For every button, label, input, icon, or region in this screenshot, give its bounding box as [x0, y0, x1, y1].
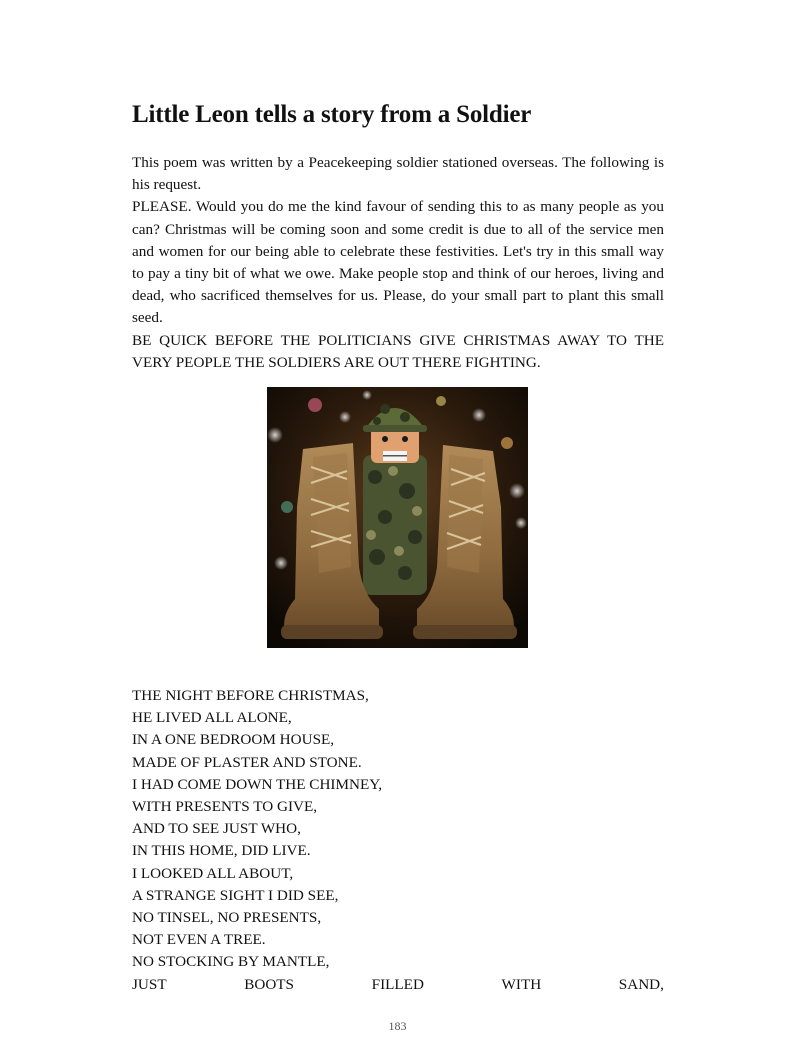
poem-line: NO STOCKING BY MANTLE, [132, 953, 330, 971]
poem-line: A STRANGE SIGHT I DID SEE, [132, 886, 339, 904]
poem-line: MADE OF PLASTER AND STONE. [132, 753, 362, 771]
poem-word: FILLED [371, 975, 424, 993]
poem-line: NOT EVEN A TREE. [132, 931, 266, 949]
intro-paragraph: BE QUICK BEFORE THE POLITICIANS GIVE CHRISTMAS AWAY TO THE VERY PEOPLE THE SOLDIERS ARE OUT THERE FIGHTING. [132, 331, 664, 371]
poem-word: BOOTS [244, 975, 295, 993]
poem-line: I HAD COME DOWN THE CHIMNEY, [132, 775, 383, 793]
intro-paragraph: PLEASE. Would you do me the kind favour of sending this to as many people as you can? Christmas will be coming soon and some credit is due to all of the service men and women for our being able to celebrate these festivities. Let's try in this small way to pay a tiny bit of what we owe. Make people stop and think of our heroes, living and dead, who sacrificed themselves for us. Please, do your small part to plant this small seed. [132, 198, 664, 327]
poem-line: IN THIS HOME, DID LIVE. [132, 842, 311, 860]
poem-text [132, 685, 664, 996]
poem-line: I LOOKED ALL ABOUT, [132, 864, 294, 882]
poem-word: SAND, [618, 975, 664, 993]
poem-line: HE LIVED ALL ALONE, [132, 709, 292, 727]
page-title: Little Leon tells a story from a Soldier [132, 101, 532, 128]
poem-word: JUST [132, 975, 167, 993]
poem-line-justified [132, 974, 664, 996]
intro-paragraph: This poem was written by a Peacekeeping soldier stationed overseas. The following is his request. [132, 154, 664, 194]
poem-line: WITH PRESENTS TO GIVE, [132, 798, 318, 816]
intro-text [132, 152, 664, 374]
soldier-boots-illustration [267, 387, 528, 648]
soldier-boots-photo [267, 387, 528, 648]
poem-line: AND TO SEE JUST WHO, [132, 820, 301, 838]
poem-line: THE NIGHT BEFORE CHRISTMAS, [132, 687, 369, 704]
poem-line: NO TINSEL, NO PRESENTS, [132, 909, 322, 927]
page-number: 183 [388, 1019, 407, 1033]
poem-word: WITH [501, 975, 542, 993]
poem-line: IN A ONE BEDROOM HOUSE, [132, 731, 335, 749]
